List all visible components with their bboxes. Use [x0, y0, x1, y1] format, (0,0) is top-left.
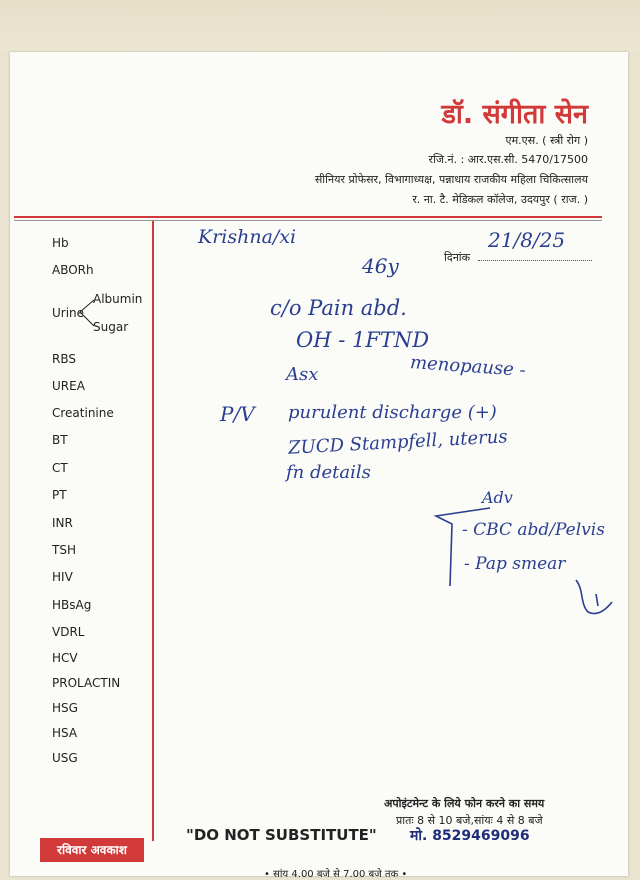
advice-bracket: [430, 500, 500, 590]
handwritten-advice-pap: - Pap smear: [464, 554, 566, 574]
test-urea: UREA: [52, 379, 85, 393]
test-hiv: HIV: [52, 570, 73, 584]
handwritten-complaint: c/o Pain abd.: [270, 296, 407, 320]
sunday-closed-badge: रविवार अवकाश: [40, 838, 144, 862]
date-line: [478, 260, 592, 261]
handwritten-pv: P/V: [220, 402, 255, 426]
handwritten-advice-cbc: - CBC abd/Pelvis: [462, 520, 605, 540]
test-vdrl: VDRL: [52, 625, 85, 639]
test-hsg: HSG: [52, 701, 78, 715]
test-aborh: ABORh: [52, 263, 94, 277]
doctor-name: डॉ. संगीता सेन: [441, 99, 588, 130]
test-hb: Hb: [52, 236, 69, 250]
handwritten-signature: [570, 576, 620, 620]
test-bt: BT: [52, 433, 68, 447]
test-urine: Urine: [52, 306, 85, 320]
test-hcv: HCV: [52, 651, 78, 665]
header-divider-thin: [14, 220, 602, 221]
test-hbsag: HBsAg: [52, 598, 92, 612]
test-creatinine: Creatinine: [52, 406, 114, 420]
test-rbs: RBS: [52, 352, 76, 366]
test-pt: PT: [52, 488, 67, 502]
test-inr: INR: [52, 516, 73, 530]
handwritten-menopause: menopause -: [409, 351, 527, 382]
sidebar-divider: [152, 221, 154, 841]
test-tsh: TSH: [52, 543, 76, 557]
date-label: दिनांक: [444, 251, 471, 264]
test-hsa: HSA: [52, 726, 78, 740]
test-albumin: Albumin: [93, 292, 143, 306]
header-divider: [14, 216, 602, 218]
test-prolactin: PROLACTIN: [52, 676, 121, 690]
handwritten-findings: ZUCD Stampfell, uterus: [287, 426, 509, 459]
do-not-substitute: "DO NOT SUBSTITUTE": [186, 826, 377, 844]
test-ct: CT: [52, 461, 68, 475]
handwritten-patient-name: Krishna/xi: [198, 226, 297, 248]
handwritten-details: fn details: [286, 462, 371, 483]
mobile-number: मो. 8529469096: [410, 828, 530, 844]
registration-number: रजि.नं. : आर.एस.सी. 5470/17500: [428, 153, 588, 166]
handwritten-date: 21/8/25: [488, 228, 566, 252]
doctor-degree: एम.एस. ( स्त्री रोग ): [505, 134, 588, 147]
test-usg: USG: [52, 751, 78, 765]
handwritten-obstetric-history: OH - 1FTND: [296, 328, 430, 352]
handwritten-discharge: purulent discharge (+): [288, 402, 497, 423]
evening-hours: • सांय 4.00 बजे से 7.00 बजे तक •: [264, 869, 408, 880]
appointment-timings: प्रातः 8 से 10 बजे,सांयः 4 से 8 बजे: [396, 814, 543, 827]
appointment-label: अपोइंटमेन्ट के लिये फोन करने का समय: [384, 797, 545, 810]
handwritten-asx: Asx: [286, 364, 319, 385]
scan-background: [0, 0, 640, 52]
designation: सीनियर प्रोफेसर, विभागाध्यक्ष, पन्नाधाय राजकीय महिला चिकित्सालय: [314, 173, 588, 186]
college: र. ना. टै. मेडिकल कॉलेज, उदयपुर ( राज. ): [412, 193, 588, 206]
handwritten-advice: Adv: [482, 488, 513, 507]
test-sugar: Sugar: [93, 320, 129, 334]
handwritten-age: 46y: [362, 254, 399, 278]
